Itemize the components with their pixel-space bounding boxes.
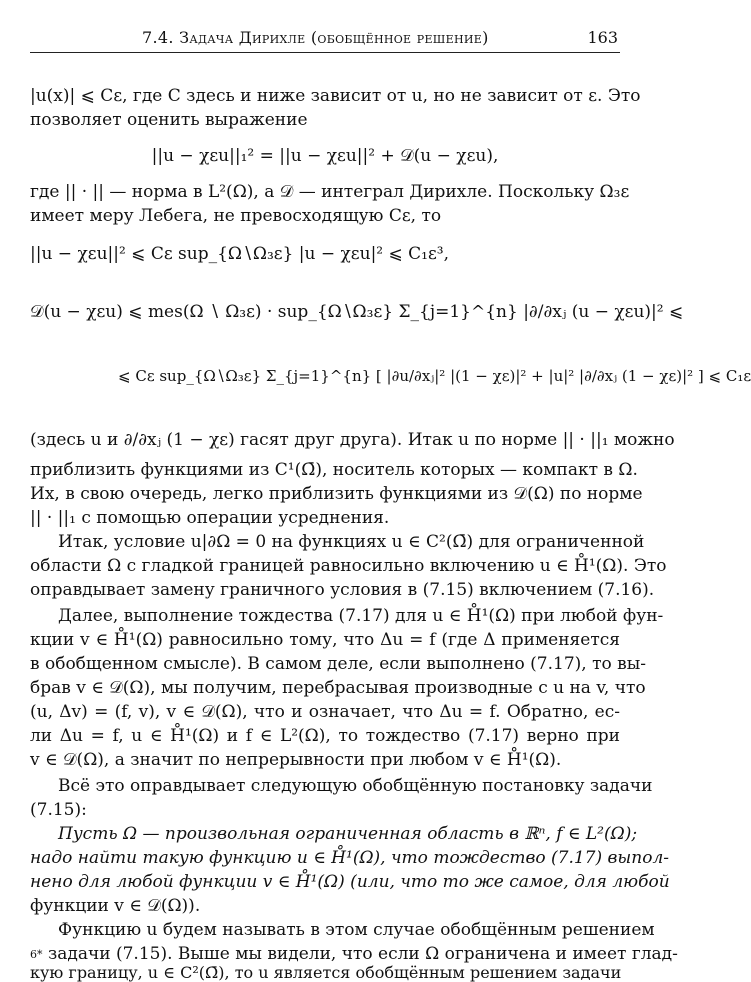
- text-line: имеет меру Лебега, не превосходящую Cε, то: [30, 206, 442, 226]
- display-formula: ⩽ Cε sup_{Ω∖Ω₃ε} Σ_{j=1}^{n} [ |∂u/∂xⱼ|² |(1 − χε)|² + |u|² |∂/∂xⱼ (1 − χε)|² ] ⩽ C₁ε: [118, 367, 751, 385]
- signature-mark: 6*: [30, 948, 43, 961]
- text-line: Пусть Ω — произвольная ограниченная область в ℝⁿ, f ∈ L²(Ω);: [58, 824, 638, 844]
- text-line: Итак, условие u|∂Ω = 0 на функциях u ∈ C²(Ω̄) для ограниченной: [58, 532, 645, 552]
- text-line: приблизить функциями из C¹(Ω̄), носитель которых — компакт в Ω.: [30, 460, 638, 480]
- display-formula: ||u − χεu||² ⩽ Cε sup_{Ω∖Ω₃ε} |u − χεu|² ⩽ C₁ε³,: [30, 244, 450, 264]
- text-line: Их, в свою очередь, легко приблизить функциями из 𝒟(Ω) по норме: [30, 484, 643, 504]
- text-line: брав v ∈ 𝒟(Ω), мы получим, перебрасывая производные с u на v, что: [30, 678, 646, 698]
- section-title: 7.4. Задача Дирихле (обобщённое решение): [142, 28, 489, 47]
- text-line: области Ω с гладкой границей равносильно включению u ∈ H̊¹(Ω). Это: [30, 556, 667, 576]
- text-line: |u(x)| ⩽ Cε, где C здесь и ниже зависит от u, но не зависит от ε. Это: [30, 86, 641, 106]
- page-number: 163: [587, 28, 618, 47]
- text-line: ли Δu = f, u ∈ H̊¹(Ω) и f ∈ L²(Ω), то тождество (7.17) верно при: [30, 726, 620, 746]
- text-line: Всё это оправдывает следующую обобщённую постановку задачи: [58, 776, 653, 796]
- text-line: где || · || — норма в L²(Ω), а 𝒟 — интеграл Дирихле. Поскольку Ω₃ε: [30, 182, 630, 202]
- text-line: (7.15):: [30, 800, 87, 820]
- running-header: [30, 26, 620, 53]
- text-line: кую границу, u ∈ C²(Ω̄), то u является обобщённым решением задачи: [30, 963, 622, 982]
- text-line: в обобщенном смысле). В самом деле, если выполнено (7.17), то вы-: [30, 654, 646, 674]
- text-line: (здесь u и ∂/∂xⱼ (1 − χε) гасят друг друга). Итак u по норме || · ||₁ можно: [30, 430, 675, 450]
- display-formula: 𝒟(u − χεu) ⩽ mes(Ω ∖ Ω₃ε) · sup_{Ω∖Ω₃ε} Σ_{j=1}^{n} |∂/∂xⱼ (u − χεu)|² ⩽: [30, 302, 684, 322]
- display-formula: ||u − χεu||₁² = ||u − χεu||² + 𝒟(u − χεu),: [151, 146, 499, 166]
- text-line: кции v ∈ H̊¹(Ω) равносильно тому, что Δu = f (где Δ применяется: [30, 630, 620, 650]
- text-line: позволяет оценить выражение: [30, 110, 308, 130]
- text-line: нено для любой функции v ∈ H̊¹(Ω) (или, что то же самое, для любой: [30, 872, 670, 892]
- text-line: оправдывает замену граничного условия в (7.15) включением (7.16).: [30, 580, 655, 600]
- text-line: задачи (7.15). Выше мы видели, что если Ω ограничена и имеет глад-: [48, 944, 678, 964]
- text-line: надо найти такую функцию u ∈ H̊¹(Ω), что тождество (7.17) выпол-: [30, 848, 670, 868]
- text-line: || · ||₁ с помощью операции усреднения.: [30, 508, 390, 528]
- text-line: Далее, выполнение тождества (7.17) для u ∈ H̊¹(Ω) при любой фун-: [58, 606, 664, 626]
- text-line: функции v ∈ 𝒟(Ω)).: [30, 896, 201, 916]
- text-line: (u, Δv) = (f, v), v ∈ 𝒟(Ω), что и означает, что Δu = f. Обратно, ес-: [30, 702, 620, 722]
- text-line: v ∈ 𝒟(Ω), а значит по непрерывности при любом v ∈ H̊¹(Ω).: [30, 750, 562, 770]
- text-line: Функцию u будем называть в этом случае обобщённым решением: [58, 920, 655, 940]
